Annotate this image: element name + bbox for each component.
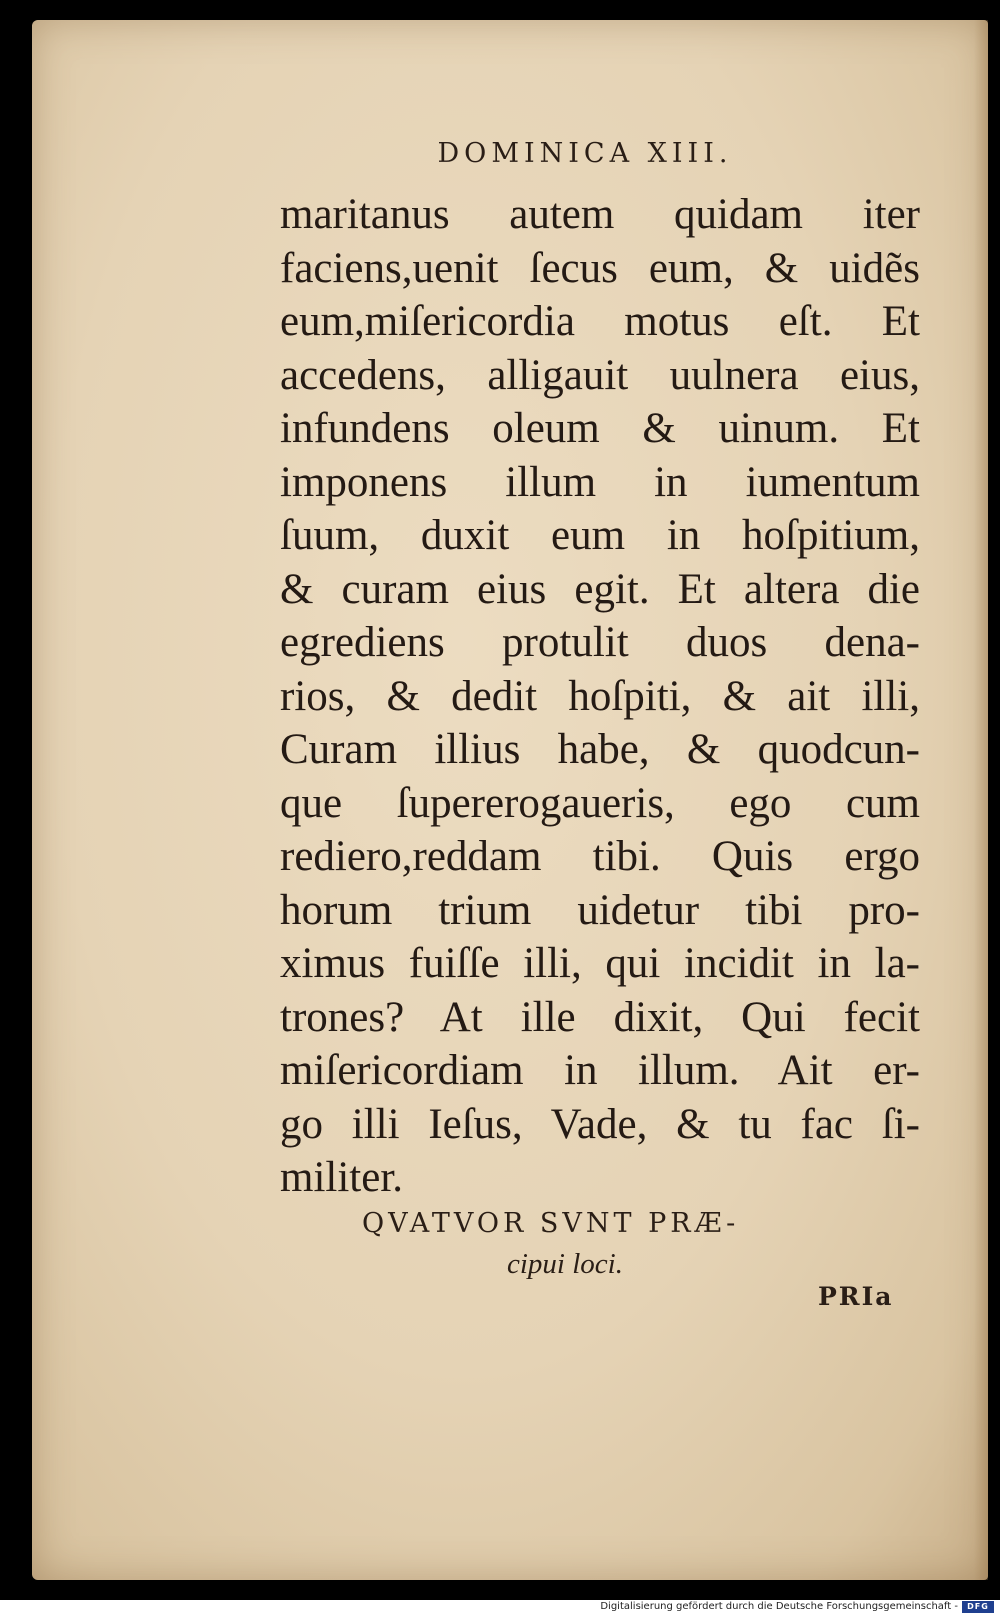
book-page xyxy=(32,20,988,1580)
text-line: horum trium uidetur tibi pro- xyxy=(280,886,920,934)
text-line: egrediens protulit duos dena- xyxy=(280,619,920,666)
text-line: & curam eius egit. Et altera die xyxy=(280,565,920,613)
text-line: go illi Ieſus, Vade, & tu fac ſi- xyxy=(280,1100,920,1148)
text-line: eum,miſericordia motus eſt. Et xyxy=(280,298,920,345)
body-text xyxy=(280,188,920,1205)
text-line: accedens, alligauit uulnera eius, xyxy=(280,351,920,399)
running-title: DOMINICA XIII. xyxy=(437,138,733,169)
text-line: infundens oleum & uinum. Et xyxy=(280,405,920,452)
text-line: que ſupererogaueris, ego cum xyxy=(280,779,920,827)
text-line: imponens illum in iumentum xyxy=(280,458,920,506)
text-line: trones? At ille dixit, Qui fecit xyxy=(280,993,920,1041)
text-line: maritanus autem quidam iter xyxy=(280,191,920,238)
text-line: militer. xyxy=(280,1154,404,1201)
section-subheading: cipui loci. xyxy=(507,1248,623,1280)
text-line: rediero,reddam tibi. Quis ergo xyxy=(280,833,920,880)
page-edge-shadow xyxy=(974,20,988,1580)
text-line: miſericordiam in illum. Ait er- xyxy=(280,1047,920,1094)
text-line: faciens,uenit ſecus eum, & uidẽs xyxy=(280,244,920,292)
text-line: Curam illius habe, & quodcun- xyxy=(280,726,920,773)
digitization-credit: Digitalisierung gefördert durch die Deutsche Forschungsgemeinschaft - xyxy=(600,1601,958,1612)
dfg-logo-icon: DFG xyxy=(962,1601,994,1613)
text-line: ſuum, duxit eum in hoſpitium, xyxy=(280,512,920,559)
text-line: rios, & dedit hoſpiti, & ait illi, xyxy=(280,672,920,720)
text-line: ximus fuiſſe illi, qui incidit in la- xyxy=(280,940,920,987)
section-heading: QVATVOR SVNT PRÆ- xyxy=(362,1208,740,1239)
catchword: PRIa xyxy=(818,1282,894,1311)
